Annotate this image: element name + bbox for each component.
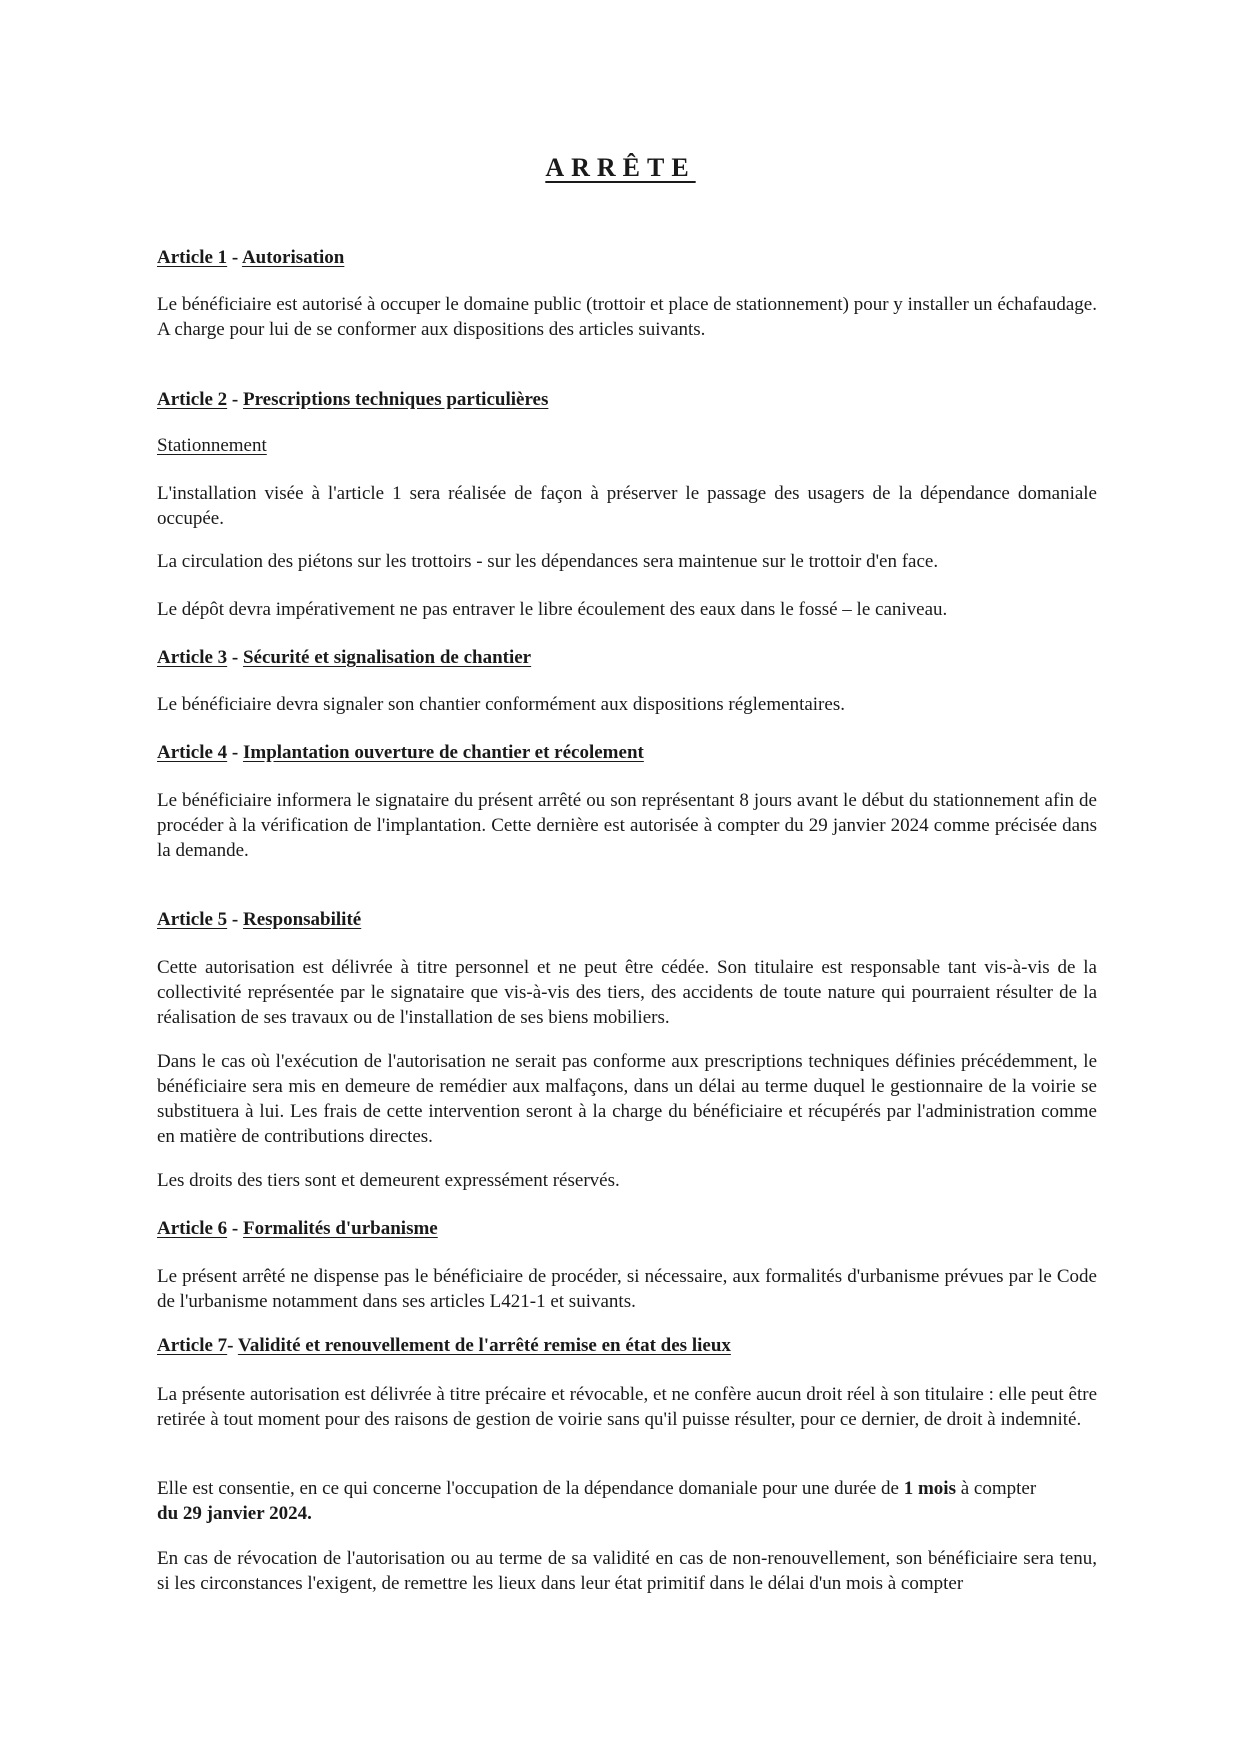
article-7-heading: Article 7- Validité et renouvellement de l'arrêté remise en état des lieux xyxy=(157,1335,731,1356)
article-5-paragraph-1: Cette autorisation est délivrée à titre personnel et ne peut être cédée. Son titulaire est responsable tant vis-à-vis de la collectivité représentée par le signataire que vis-à-vis des tiers, des accidents de toute nature qui pourraient résulter de la réalisation de ses travaux ou de l'installation de ses biens mobiliers. xyxy=(157,957,1097,1028)
article-4-heading: Article 4 - Implantation ouverture de chantier et récolement xyxy=(157,742,644,763)
article-6-paragraph-1: Le présent arrêté ne dispense pas le bénéficiaire de procéder, si nécessaire, aux formalités d'urbanisme prévues par le Code de l'urbanisme notamment dans ses articles L421-1 et suivants. xyxy=(157,1266,1097,1312)
article-5-paragraph-3: Les droits des tiers sont et demeurent expressément réservés. xyxy=(157,1170,620,1191)
article-2-paragraph-1: L'installation visée à l'article 1 sera réalisée de façon à préserver le passage des usagers de la dépendance domaniale occupée. xyxy=(157,483,1097,529)
article-7-paragraph-1: La présente autorisation est délivrée à titre précaire et révocable, et ne confère aucun droit réel à son titulaire : elle peut être retirée à tout moment pour des raisons de gestion de voirie sans qu'il puisse résulter, pour ce dernier, de droit à indemnité. xyxy=(157,1384,1097,1430)
article-1-heading: Article 1 - Autorisation xyxy=(157,247,345,268)
article-2-subheading: Stationnement xyxy=(157,435,267,456)
article-6-heading: Article 6 - Formalités d'urbanisme xyxy=(157,1218,438,1239)
article-5-paragraph-2: Dans le cas où l'exécution de l'autorisation ne serait pas conforme aux prescriptions techniques définies précédemment, le bénéficiaire sera mis en demeure de remédier aux malfaçons, dans un délai au terme duquel le gestionnaire de la voirie se substituera à lui. Les frais de cette intervention seront à la charge du bénéficiaire et récupérés par l'administration comme en matière de contributions directes. xyxy=(157,1051,1097,1147)
article-3-heading: Article 3 - Sécurité et signalisation de chantier xyxy=(157,647,532,668)
article-7-paragraph-2: Elle est consentie, en ce qui concerne l'occupation de la dépendance domaniale pour une durée de 1 mois à compter du 29 janvier 2024. xyxy=(157,1478,1037,1524)
article-4-paragraph-1: Le bénéficiaire informera le signataire du présent arrêté ou son représentant 8 jours avant le début du stationnement afin de procéder à la vérification de l'implantation. Cette dernière est autorisée à compter du 29 janvier 2024 comme précisée dans la demande. xyxy=(157,790,1097,861)
article-5-heading: Article 5 - Responsabilité xyxy=(157,909,362,930)
article-1-paragraph-1: Le bénéficiaire est autorisé à occuper le domaine public (trottoir et place de stationnement) pour y installer un échafaudage. A charge pour lui de se conformer aux dispositions des articles suivants. xyxy=(157,294,1097,340)
document-title: ARRÊTE xyxy=(545,153,696,182)
article-7-paragraph-3: En cas de révocation de l'autorisation ou au terme de sa validité en cas de non-renouvellement, son bénéficiaire sera tenu, si les circonstances l'exigent, de remettre les lieux dans leur état primitif dans le délai d'un mois à compter xyxy=(157,1548,1097,1594)
article-2-paragraph-3: Le dépôt devra impérativement ne pas entraver le libre écoulement des eaux dans le fossé – le caniveau. xyxy=(157,599,948,620)
article-2-heading: Article 2 - Prescriptions techniques particulières xyxy=(157,389,549,410)
article-2-paragraph-2: La circulation des piétons sur les trottoirs - sur les dépendances sera maintenue sur le trottoir d'en face. xyxy=(157,551,939,572)
article-3-paragraph-1: Le bénéficiaire devra signaler son chantier conformément aux dispositions réglementaires. xyxy=(157,694,845,715)
